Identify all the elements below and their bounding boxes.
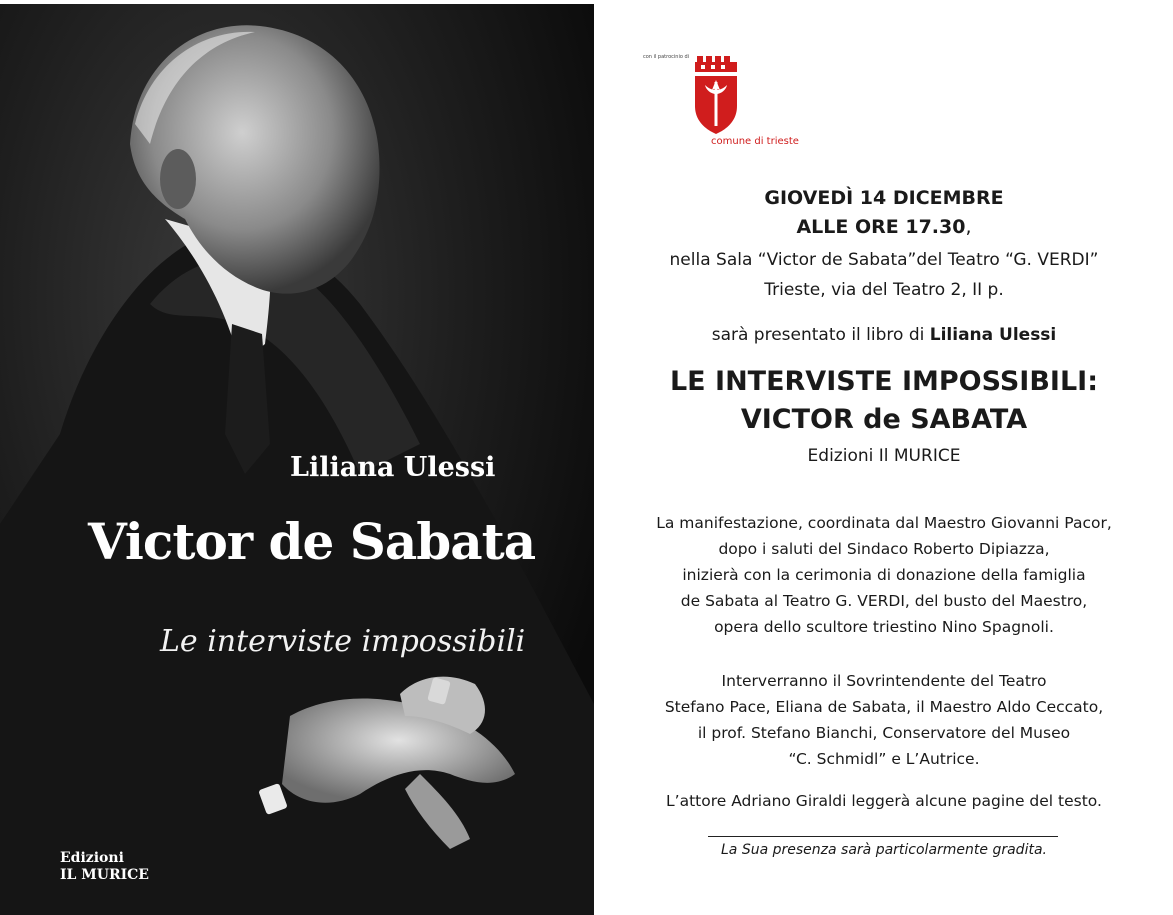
- divider: [708, 836, 1058, 837]
- cover-subtitle: Le interviste impossibili: [160, 624, 526, 659]
- book-title-line2: VICTOR de SABATA: [740, 404, 1028, 435]
- presented-author: Liliana Ulessi: [929, 325, 1057, 345]
- cover-publisher: [60, 850, 149, 884]
- book-publisher: Edizioni Il MURICE: [807, 446, 961, 466]
- paragraph-line: il prof. Stefano Bianchi, Conservatore del Museo: [697, 724, 1071, 742]
- presentation-line: [604, 325, 1164, 345]
- paragraph-line: de Sabata al Teatro G. VERDI, del busto del Maestro,: [680, 592, 1088, 610]
- paragraph-ceremony: [604, 510, 1164, 640]
- cover-publisher-line1: Edizioni: [60, 850, 124, 866]
- event-address: Trieste, via del Teatro 2, II p.: [764, 280, 1004, 300]
- trieste-crest-icon: [691, 54, 741, 136]
- paragraph-line: Stefano Pace, Eliana de Sabata, il Maestro Aldo Ceccato,: [664, 698, 1104, 716]
- paragraph-line: dopo i saluti del Sindaco Roberto Dipiazza,: [718, 540, 1050, 558]
- crest-label: comune di trieste: [711, 136, 799, 147]
- paragraph-line: Interverranno il Sovrintendente del Teatro: [721, 672, 1047, 690]
- cover-author: Liliana Ulessi: [290, 452, 496, 483]
- paragraph-line: “C. Schmidl” e L’Autrice.: [788, 750, 980, 768]
- presented-prefix: sarà presentato il libro di: [711, 325, 925, 345]
- patronage-label: con il patrocinio di: [643, 54, 690, 60]
- paragraph-line: inizierà con la cerimonia di donazione della famiglia: [682, 566, 1086, 584]
- paragraph-speakers: [604, 668, 1164, 772]
- trieste-crest-block: [643, 54, 823, 154]
- cover-publisher-line2: IL MURICE: [60, 867, 149, 883]
- event-time-suffix: ,: [965, 216, 972, 238]
- paragraph-line: opera dello scultore triestino Nino Spagnoli.: [714, 618, 1054, 636]
- event-time: ALLE ORE 17.30: [796, 216, 966, 238]
- closing-note: La Sua presenza sarà particolarmente gradita.: [721, 842, 1047, 858]
- cover-title: Victor de Sabata: [88, 512, 536, 571]
- event-time-line: [604, 216, 1164, 238]
- book-cover: [0, 4, 594, 915]
- book-title-line1: LE INTERVISTE IMPOSSIBILI:: [669, 366, 1099, 397]
- event-venue: nella Sala “Victor de Sabata”del Teatro “G. VERDI”: [669, 250, 1099, 270]
- paragraph-line: La manifestazione, coordinata dal Maestro Giovanni Pacor,: [656, 514, 1112, 532]
- event-date: GIOVEDÌ 14 DICEMBRE: [764, 187, 1004, 209]
- reading-note: L’attore Adriano Giraldi leggerà alcune pagine del testo.: [666, 792, 1102, 810]
